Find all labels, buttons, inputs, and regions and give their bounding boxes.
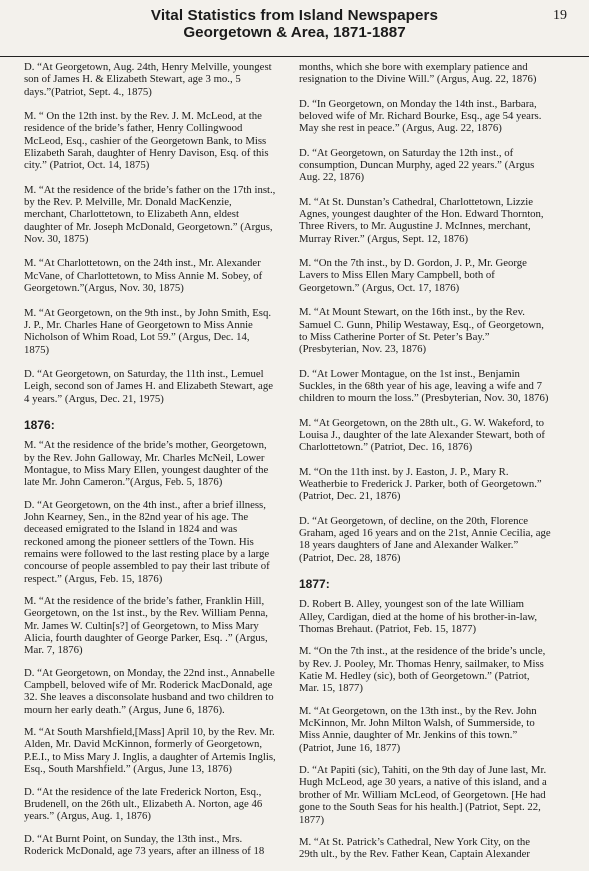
record-entry: D. “At Papiti (sic), Tahiti, on the 9th day of June last, Mr. Hugh McLeod, age 30 years, a native of this island, and a brother of Mr. William McLeod, of Georgetown. [He had gone to the South Seas for his health.] (Patriot, Sept. 22, 1877) — [299, 764, 547, 826]
record-entry: M. “On the 7th inst., by D. Gordon, J. P., Mr. George Lavers to Miss Ellen Mary Campbell, both of Georgetown.” (Argus, Oct. 17, 1876) — [299, 257, 527, 294]
record-entry: M. “On the 7th inst., at the residence of the bride’s uncle, by Rev. J. Pooley, Mr. Thomas Henry, sailmaker, to Miss Katie M. Hedley (sic), both of Georgetown.” (Patriot, Mar. 15, 1877) — [299, 645, 546, 695]
record-entry: M. “At the residence of the bride’s mother, Georgetown, by the Rev. John Galloway, Mr. Charles McNeil, Lower Montague, to Miss Mary Ellen, youngest daughter of the late Mr. John Cameron.”(Argus, Feb. 5, 1876) — [24, 439, 269, 489]
record-entry: M. “At St. Dunstan’s Cathedral, Charlottetown, Lizzie Agnes, youngest daughter of the Hon. Edward Thornton, Three Rivers, to Mr. Augustine J. McInnes, merchant, Murray River.” (Argus, Sept. 12, 1876) — [299, 195, 544, 245]
record-entry: M. “On the 11th inst. by J. Easton, J. P., Mary R. Weatherbie to Frederick J. Parker, both of Georgetown.” (Patriot, Dec. 21, 1876) — [299, 465, 542, 503]
record-entry: M. “At the residence of the bride’s father on the 17th inst., by the Rev. P. Melville, Mr. Donald MacKenzie, merchant, Charlottetown, to Elizabeth Ann, eldest daughter of Mr. Joseph McDonald, Georgetown.” (Argus, Nov. 30, 1875) — [24, 183, 276, 246]
record-entry: D. “At the residence of the late Frederick Norton, Esq., Brudenell, on the 26th ult., Elizabeth A. Norton, age 46 years.” (Argus, Aug. 1, 1876) — [24, 785, 263, 823]
record-entry: M. “At St. Patrick’s Cathedral, New York City, on the 29th ult., by the Rev. Father Kean, Captain Alexander — [299, 835, 531, 861]
page-subtitle: Georgetown & Area, 1871-1887 — [183, 24, 406, 41]
record-entry: D. “In Georgetown, on Monday the 14th inst., Barbara, beloved wife of Mr. Richard Bourke, Esq., age 54 years. May she rest in peace.” (Argus, Aug. 22, 1876) — [299, 97, 542, 135]
page-number: 19 — [553, 8, 567, 23]
record-entry: D. “At Georgetown, on the 4th inst., after a brief illness, John Kearney, Sen., in the 82nd year of his age. The deceased emigrated to the Island in 1824 and was reckoned among the pioneer settlers of the Town. His remains were followed to the last resting place by a large concourse of people assembled to pay their last tribute of respect.” (Argus, Feb. 15, 1876) — [24, 498, 270, 585]
record-entry: M. “At Georgetown, on the 9th inst., by John Smith, Esq. J. P., Mr. Charles Hane of Georgetown to Miss Annie Nicholson of Whim Road, Lot 59.” (Argus, Dec. 14, 1875) — [24, 306, 272, 356]
record-entry: M. “At the residence of the bride’s father, Franklin Hill, Georgetown, on the 1st inst., by the Rev. William Penna, Mr. James W. Cultin[s?] of Georgetown, to Miss Mary Alicia, fourth daughter of George Parker, Esq. .” (Argus, Mar. 7, 1876) — [24, 595, 268, 657]
record-entry: M. “At Charlottetown, on the 24th inst., Mr. Alexander McVane, of Charlottetown, to Miss Annie M. Sobey, of Georgetown.”(Argus, Nov. 30, 1875) — [24, 257, 263, 295]
record-entry: M. “At Georgetown, on the 28th ult., G. W. Wakeford, to Louisa J., daughter of the late Alexander Stewart, both of Charlottetown.” (Patriot, Dec. 16, 1876) — [299, 416, 545, 454]
page-header — [0, 0, 589, 57]
year-heading: 1876: — [24, 417, 55, 432]
record-entry: D. Robert B. Alley, youngest son of the late William Alley, Cardigan, died at the home of his brother-in-law, Thomas Brehaut. (Patriot, Feb. 15, 1877) — [299, 598, 538, 636]
left-column — [24, 61, 276, 867]
record-entry: D. “At Georgetown, of decline, on the 20th, Florence Graham, aged 16 years and on the 21st, Annie Cecilia, age 18 years daughters of Jane and Alexander Walker.” (Patriot, Dec. 28, 1876) — [299, 514, 551, 564]
record-entry: D. “At Georgetown, on Saturday, the 11th inst., Lemuel Leigh, second son of James H. and Elizabeth Stewart, age 4 years.” (Argus, Dec. 21, 1975) — [24, 367, 273, 405]
record-entry: D. “At Georgetown, on Saturday the 12th inst., of consumption, Duncan Murphy, aged 22 years.” (Argus Aug. 22, 1876) — [299, 146, 535, 184]
record-entry: M. “At South Marshfield,[Mass] April 10, by the Rev. Mr. Alden, Mr. David McKinnon, formerly of Georgetown, P.E.I., to Miss Mary J. Inglis, a daughter of Artemis Inglis, Esq., South Marshfield.” (Argus, June 13, 1876) — [24, 726, 276, 776]
record-entry: D. “At Georgetown, on Monday, the 22nd inst., Annabelle Campbell, beloved wife of Mr. Roderick MacDonald, age 32. She leaves a disconsolate husband and two children to mourn her early death.” (Argus, June 6, 1876). — [24, 666, 275, 716]
right-column — [299, 61, 551, 871]
page-title: Vital Statistics from Island Newspapers — [150, 7, 439, 24]
record-entry: D. “At Georgetown, Aug. 24th, Henry Melville, youngest son of James H. & Elizabeth Stewart, age 3 mo., 5 days.”(Patriot, Sept. 4., 1875) — [24, 61, 272, 98]
record-entry: M. “At Mount Stewart, on the 16th inst., by the Rev. Samuel C. Gunn, Philip Westaway, Esq., of Georgetown, to Miss Catherine Porter of St. Peter’s Bay.” (Presbyterian, Nov. 23, 1876) — [299, 306, 544, 356]
record-entry: D. “At Lower Montague, on the 1st inst., Benjamin Suckles, in the 68th year of his age, leaving a wife and 7 children to mourn the loss.” (Presbyterian, Nov. 30, 1876) — [299, 367, 549, 405]
record-entry: months, which she bore with exemplary patience and resignation to the Divine Will.” (Argus, Aug. 22, 1876) — [299, 61, 537, 86]
record-entry: M. “ On the 12th inst. by the Rev. J. M. McLeod, at the residence of the bride’s father, Henry Collingwood McLeod, Esq., cashier of the Georgetown Bank, to Miss Elizabeth Sarah, daughter of Henry Davison, Esq. of this city.” (Patriot, Oct. 14, 1875) — [24, 110, 269, 172]
record-entry: M. “At Georgetown, on the 13th inst., by the Rev. John McKinnon, Mr. John Milton Walsh, of Summerside, to Miss Annie, daughter of Mr. Jenkins of this town.” (Patriot, June 16, 1877) — [299, 704, 537, 754]
record-entry: D. “At Burnt Point, on Sunday, the 13th inst., Mrs. Roderick McDonald, age 73 years, after an illness of 18 — [24, 832, 265, 857]
year-heading: 1877: — [299, 577, 330, 591]
